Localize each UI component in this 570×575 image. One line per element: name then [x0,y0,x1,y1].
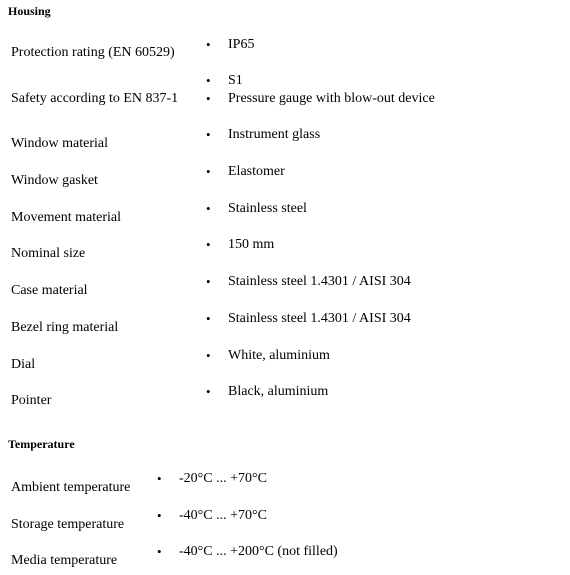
spec-value-safety-2: Pressure gauge with blow-out device [228,91,435,106]
section-title-temperature: Temperature [8,437,75,451]
spec-label-bezel-ring-material: Bezel ring material [11,320,119,335]
bullet-icon: • [206,91,211,106]
spec-label-movement-material: Movement material [11,210,122,225]
spec-value-dial: White, aluminium [228,348,330,363]
bullet-icon: • [206,311,211,326]
bullet-icon: • [157,508,162,523]
bullet-icon: • [157,471,162,486]
bullet-icon: • [206,37,211,52]
spec-label-window-gasket: Window gasket [11,173,98,188]
spec-label-dial: Dial [11,357,36,372]
spec-value-safety-1: S1 [228,73,243,88]
spec-value-case-material: Stainless steel 1.4301 / AISI 304 [228,274,411,289]
bullet-icon: • [206,164,211,179]
spec-label-safety: Safety according to EN 837-1 [11,91,179,106]
spec-label-case-material: Case material [11,283,88,298]
spec-value-storage-temperature: -40°C ... +70°C [179,508,267,523]
spec-value-media-temperature: -40°C ... +200°C (not filled) [179,544,338,559]
spec-label-media-temperature: Media temperature [11,553,118,568]
bullet-icon: • [206,201,211,216]
bullet-icon: • [206,73,211,88]
spec-label-storage-temperature: Storage temperature [11,517,125,532]
section-title-housing: Housing [8,4,51,18]
spec-value-pointer: Black, aluminium [228,384,329,399]
bullet-icon: • [206,237,211,252]
bullet-icon: • [206,348,211,363]
spec-label-protection-rating: Protection rating (EN 60529) [11,45,175,60]
spec-value-movement-material: Stainless steel [228,201,307,216]
bullet-icon: • [157,544,162,559]
spec-label-pointer: Pointer [11,393,52,408]
spec-label-ambient-temperature: Ambient temperature [11,480,131,495]
spec-value-window-material: Instrument glass [228,127,321,142]
spec-value-bezel-ring-material: Stainless steel 1.4301 / AISI 304 [228,311,411,326]
spec-label-nominal-size: Nominal size [11,246,86,261]
spec-value-protection-rating: IP65 [228,37,255,52]
spec-value-ambient-temperature: -20°C ... +70°C [179,471,267,486]
bullet-icon: • [206,384,211,399]
spec-value-nominal-size: 150 mm [228,237,275,252]
bullet-icon: • [206,274,211,289]
bullet-icon: • [206,127,211,142]
spec-value-window-gasket: Elastomer [228,164,285,179]
spec-label-window-material: Window material [11,136,109,151]
